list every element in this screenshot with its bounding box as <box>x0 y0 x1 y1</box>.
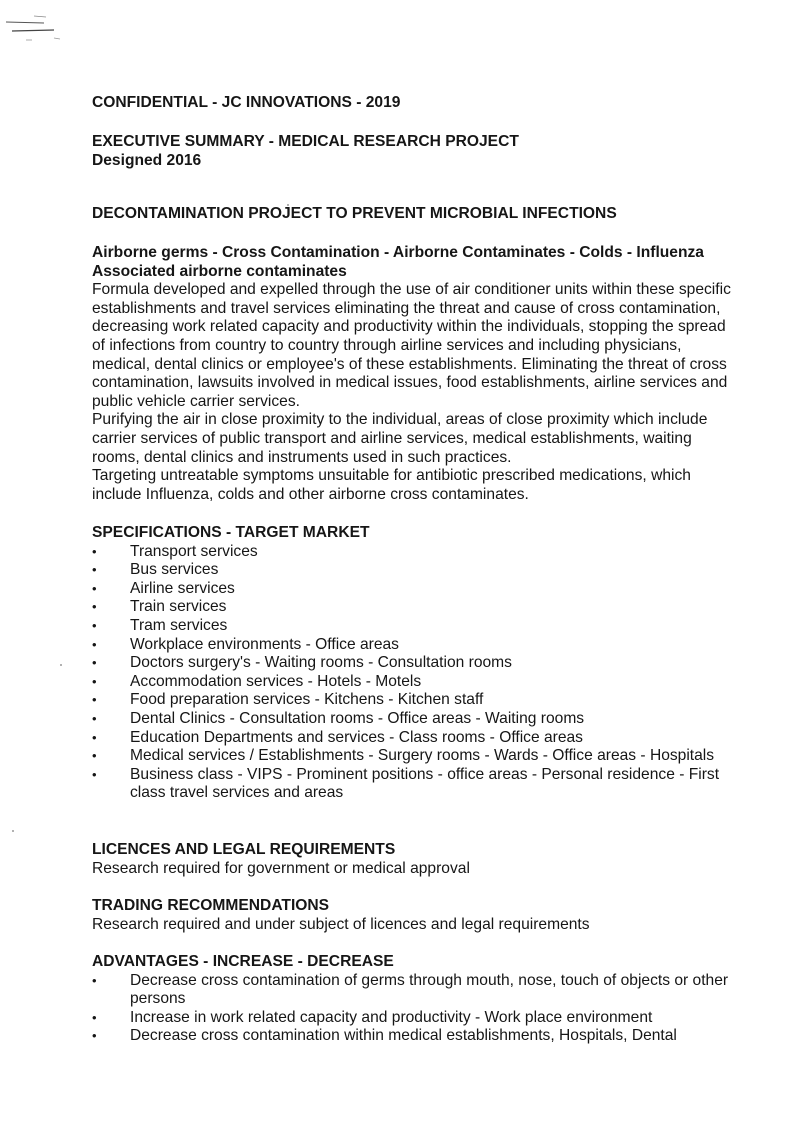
project-title: DECONTAMINATION PROJECT TO PREVENT MICROBIAL INFECTIONS <box>92 205 617 222</box>
specifications-section <box>92 524 742 803</box>
list-item: • Bus services <box>92 561 219 579</box>
list-item: • Medical services / Establishments - Surgery rooms - Wards - Office areas - Hospitals <box>92 747 715 765</box>
trading-section <box>92 897 742 934</box>
bullet-icon: • <box>92 1028 97 1044</box>
bullet-icon: • <box>92 766 97 782</box>
target-market-list <box>92 543 742 803</box>
list-item: • Transport services <box>92 542 258 560</box>
bullet-icon: • <box>92 580 97 596</box>
list-item: • Business class - VIPS - Prominent positions - office areas - Personal residence - First class travel services and areas <box>92 765 720 802</box>
list-item: • Tram services <box>92 616 228 634</box>
list-item: • Dental Clinics - Consultation rooms - Office areas - Waiting rooms <box>92 709 585 727</box>
intro-section <box>92 244 742 504</box>
summary-title: EXECUTIVE SUMMARY - MEDICAL RESEARCH PROJECT <box>92 133 519 150</box>
scan-mark-decoration <box>4 12 64 42</box>
scan-speck <box>12 830 14 832</box>
list-item: • Education Departments and services - Class rooms - Office areas <box>92 728 583 746</box>
intro-heading-line1: Airborne germs - Cross Contamination - Airborne Contaminates - Colds - Influenza <box>92 244 704 261</box>
designed-year: Designed 2016 <box>92 151 202 169</box>
bullet-icon: • <box>92 710 97 726</box>
bullet-icon: • <box>92 599 97 615</box>
list-item: • Workplace environments - Office areas <box>92 635 399 653</box>
bullet-icon: • <box>92 748 97 764</box>
licences-heading: LICENCES AND LEGAL REQUIREMENTS <box>92 841 396 858</box>
list-item: • Train services <box>92 598 227 616</box>
list-item: • Accommodation services - Hotels - Motels <box>92 672 422 690</box>
summary-header <box>92 133 519 170</box>
list-item: • Decrease cross contamination within medical establishments, Hospitals, Dental <box>92 1027 677 1045</box>
bullet-icon: • <box>92 562 97 578</box>
advantages-list <box>92 972 742 1046</box>
licences-text: Research required for government or medical approval <box>92 859 470 877</box>
intro-paragraph-2: Purifying the air in close proximity to the individual, areas of close proximity which include carrier services of public transport and airline services, medical establishments, waiting rooms, dental clinics and instruments used in such practices. <box>92 411 708 466</box>
bullet-icon: • <box>92 636 97 652</box>
bullet-icon: • <box>92 543 97 559</box>
licences-section <box>92 841 742 878</box>
scan-speck <box>60 664 62 666</box>
bullet-icon: • <box>92 1009 97 1025</box>
bullet-icon: • <box>92 692 97 708</box>
intro-heading-line2: Associated airborne contaminates <box>92 262 347 280</box>
list-item: • Doctors surgery's - Waiting rooms - Consultation rooms <box>92 654 512 672</box>
list-item: • Airline services <box>92 579 235 597</box>
advantages-section <box>92 953 742 1046</box>
list-item: • Increase in work related capacity and productivity - Work place environment <box>92 1008 653 1026</box>
confidential-header: CONFIDENTIAL - JC INNOVATIONS - 2019 <box>92 94 401 111</box>
bullet-icon: • <box>92 972 97 988</box>
list-item: • Decrease cross contamination of germs through mouth, nose, touch of objects or other persons <box>92 971 729 1008</box>
list-item: • Food preparation services - Kitchens - Kitchen staff <box>92 691 484 709</box>
intro-paragraph-1: Formula developed and expelled through the use of air conditioner units within these specific establishments and travel services eliminating the threat and cause of cross contamination, decreasing work related capacity and productivity within the individuals, stopping the spread of infections from country to country through airline services and including physicians, medical, dental clinics or employee's of these establishments. Eliminating the threat of cross contamination, lawsuits involved in medical issues, food establishments, airline services and public vehicle carrier services. <box>92 281 731 410</box>
trading-text: Research required and under subject of licences and legal requirements <box>92 915 590 933</box>
specifications-heading: SPECIFICATIONS - TARGET MARKET <box>92 524 370 541</box>
bullet-icon: • <box>92 655 97 671</box>
bullet-icon: • <box>92 673 97 689</box>
trading-heading: TRADING RECOMMENDATIONS <box>92 897 330 914</box>
advantages-heading: ADVANTAGES - INCREASE - DECREASE <box>92 953 394 970</box>
bullet-icon: • <box>92 729 97 745</box>
intro-paragraph-3: Targeting untreatable symptoms unsuitable for antibiotic prescribed medications, which include Influenza, colds and other airborne cross contaminates. <box>92 467 691 503</box>
bullet-icon: • <box>92 617 97 633</box>
